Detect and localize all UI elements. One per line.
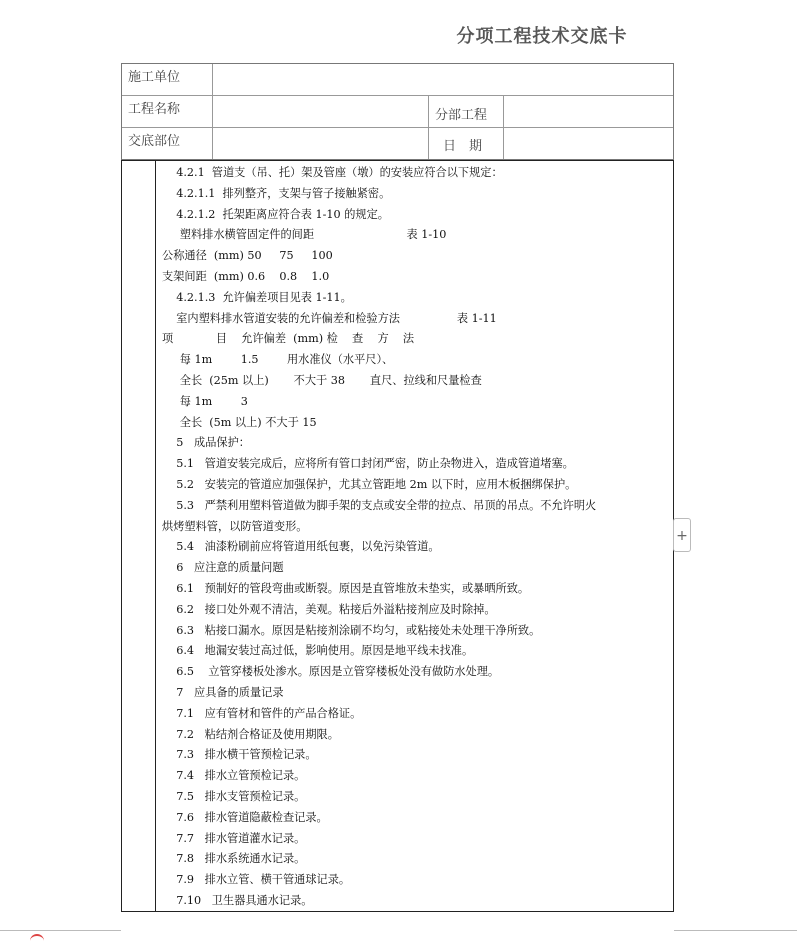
page-margin-mark-right — [674, 930, 797, 932]
content-line: 4.2.1.3 允许偏差项目见表 1-11。 — [162, 290, 352, 304]
content-line: 7.9 排水立管、横干管通球记录。 — [162, 873, 351, 887]
content-line: 7.1 应有管材和管件的产品合格证。 — [162, 706, 362, 720]
content-line: 5.3 严禁利用塑料管道做为脚手架的支点或安全带的拉点、吊顶的吊点。不允许明火 — [162, 498, 597, 512]
content-line: 6.2 接口处外观不清洁，美观。粘接后外溢粘接剂应及时除掉。 — [162, 602, 496, 616]
add-button[interactable]: + — [673, 518, 691, 552]
content-line: 7.5 排水支管预检记录。 — [162, 789, 306, 803]
unit-value[interactable] — [213, 64, 673, 95]
content-line: 公称通径 (mm) 50 75 100 — [162, 249, 333, 263]
content-line: 7.10 卫生器具通水记录。 — [162, 893, 313, 907]
content-line: 每 1m 1.5 用水准仪（水平尺）、 — [162, 353, 394, 367]
content-line: 6.1 预制好的管段弯曲或断裂。原因是直管堆放未垫实，或暴晒所致。 — [162, 581, 530, 595]
content-line: 4.2.1.1 排列整齐，支架与管子接触紧密。 — [162, 186, 391, 200]
sub-value[interactable] — [504, 96, 673, 127]
content-line: 塑料排水横管固定件的间距 表 1-10 — [162, 228, 447, 242]
content-line: 每 1m 3 — [162, 394, 248, 408]
content-line: 全长 (5m 以上) 不大于 15 — [162, 415, 317, 429]
content-line: 4.2.1.2 托架距离应符合表 1-10 的规定。 — [162, 207, 389, 221]
part-label: 交底部位 — [128, 134, 181, 149]
content-text — [162, 163, 672, 912]
content-line: 7 应具备的质量记录 — [162, 685, 284, 699]
content-line: 支架间距 (mm) 0.6 0.8 1.0 — [162, 269, 330, 283]
content-line: 7.4 排水立管预检记录。 — [162, 769, 306, 783]
header-row-part — [122, 128, 673, 159]
content-line: 6.3 粘接口漏水。原因是粘接剂涂刷不均匀，或粘接处未处理干净所致。 — [162, 623, 541, 637]
content-line: 6 应注意的质量问题 — [162, 561, 284, 575]
content-line: 7.2 粘结剂合格证及使用期限。 — [162, 727, 339, 741]
header-row-unit — [122, 64, 673, 96]
content-line: 5.4 油漆粉刷前应将管道用纸包裹，以免污染管道。 — [162, 540, 440, 554]
red-mark-icon — [30, 934, 44, 942]
header-table — [121, 63, 674, 160]
content-line: 7.6 排水管道隐蔽检查记录。 — [162, 810, 328, 824]
content-line: 5.1 管道安装完成后，应将所有管口封闭严密，防止杂物进入，造成管道堵塞。 — [162, 457, 574, 471]
content-line: 6.4 地漏安装过高过低，影响使用。原因是地平线未找准。 — [162, 644, 474, 658]
part-value[interactable] — [213, 128, 428, 159]
document-title: 分项工程技术交底卡 — [456, 26, 628, 47]
unit-label: 施工单位 — [128, 70, 181, 85]
content-line: 烘烤塑料管，以防管道变形。 — [162, 519, 308, 533]
content-divider — [155, 160, 156, 912]
content-line: 7.7 排水管道灌水记录。 — [162, 831, 306, 845]
content-line: 全长 (25m 以上) 不大于 38 直尺、拉线和尺量检查 — [162, 373, 482, 387]
content-line: 5.2 安装完的管道应加强保护，尤其立管距地 2m 以下时，应用木板捆绑保护。 — [162, 477, 577, 491]
content-line: 7.8 排水系统通水记录。 — [162, 852, 306, 866]
date-value[interactable] — [504, 128, 673, 159]
content-line: 室内塑料排水管道安装的允许偏差和检验方法 表 1-11 — [162, 311, 497, 325]
content-line: 项 目 允许偏差 (mm) 检 查 方 法 — [162, 332, 415, 346]
content-line: 5 成品保护： — [162, 436, 250, 450]
content-line: 4.2.1 管道支（吊、托）架及管座（墩）的安装应符合以下规定： — [162, 166, 503, 179]
sub-label: 分部工程 — [435, 108, 488, 123]
date-label: 日 期 — [443, 139, 483, 154]
header-row-project — [122, 96, 673, 128]
project-label: 工程名称 — [128, 102, 181, 117]
content-line: 7.3 排水横干管预检记录。 — [162, 748, 317, 762]
page-margin-mark-left — [0, 930, 121, 932]
content-line: 6.5 立管穿楼板处渗水。原因是立管穿楼板处没有做防水处理。 — [162, 665, 500, 679]
project-value[interactable] — [213, 96, 428, 127]
